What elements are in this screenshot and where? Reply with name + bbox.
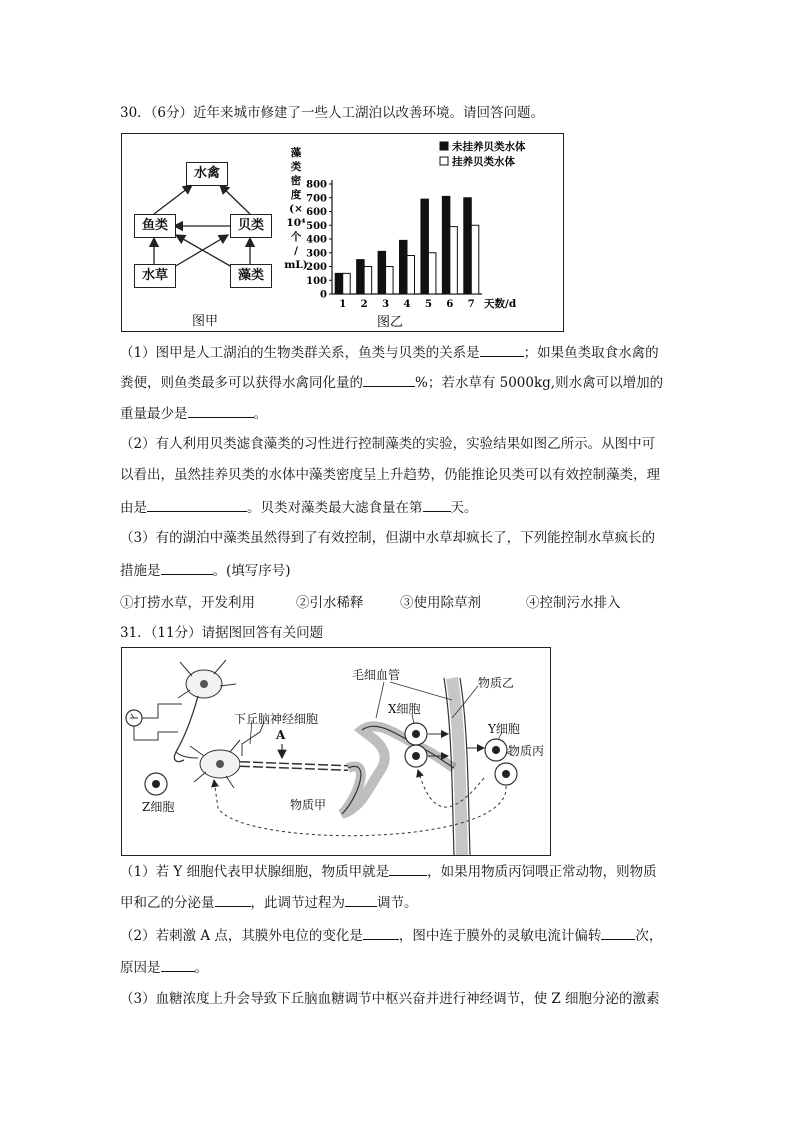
bar-no-shellfish — [442, 196, 450, 294]
answer-blank-10[interactable] — [363, 925, 399, 940]
q31-p1-text-c: 甲和乙的分泌量 — [120, 895, 215, 911]
answer-blank-9[interactable] — [345, 892, 377, 907]
y-tick-label: 300 — [306, 248, 327, 260]
q30-p3-text-b: 措施是 — [120, 563, 161, 579]
option-4: ④控制污水排入 — [526, 595, 621, 611]
bar-with-shellfish — [364, 267, 372, 295]
answer-blank-6[interactable] — [161, 560, 213, 575]
q30-p2-text-c: 由是 — [120, 500, 147, 516]
q30-p3-line1: （3）有的湖泊中藻类虽然得到了有效控制，但湖中水草却疯长了，下列能控制水草疯长的 — [120, 530, 656, 546]
answer-blank-1[interactable] — [480, 342, 524, 357]
bar-no-shellfish — [378, 251, 386, 294]
answer-blank-7[interactable] — [389, 861, 427, 876]
bar-with-shellfish — [343, 273, 351, 294]
q30-p2-text-d: 。贝类对藻类最大滤食量在第 — [247, 500, 423, 516]
q31-p1-text-d: ，此调节过程为 — [250, 895, 345, 911]
answer-blank-5[interactable] — [423, 497, 451, 512]
q31-header: 31．（11分）请据图回答有关问题 — [120, 625, 324, 641]
q30-p1-text-f: 。 — [253, 406, 267, 422]
q31-p3-line1: （3）血糖浓度上升会导致下丘脑血糖调节中枢兴奋并进行神经调节，使 Z 细胞分泌的激素 — [120, 991, 660, 1007]
answer-blank-8[interactable] — [215, 892, 251, 907]
q31-p1-line2 — [120, 892, 418, 913]
hypothalamic-neuron — [190, 722, 348, 788]
x-tick-label: 3 — [382, 299, 390, 310]
answer-blank-11[interactable] — [601, 925, 635, 940]
answer-blank-4[interactable] — [147, 497, 247, 512]
bar-with-shellfish — [450, 227, 458, 294]
q31-p1-line1 — [120, 861, 657, 882]
q30-p1-line3 — [120, 403, 267, 424]
q31-p2-text-e: 。 — [194, 960, 208, 976]
y-tick-label: 400 — [306, 234, 327, 246]
q31-p2-line2 — [120, 957, 208, 978]
node-grass: 水草 — [134, 264, 176, 288]
q31-p2-text-a: （2）若刺激 A 点，其膜外电位的变化是 — [120, 928, 363, 944]
y-tick-label: 0 — [320, 289, 327, 301]
option-2: ②引水稀释 — [296, 595, 364, 611]
bar-no-shellfish — [400, 240, 408, 294]
q31-p2-text-d: 原因是 — [120, 960, 161, 976]
node-waterfowl: 水禽 — [186, 162, 228, 186]
x-tick-label: 7 — [467, 299, 475, 310]
q30-p1-line2 — [120, 372, 663, 393]
node-algae: 藻类 — [230, 264, 272, 288]
label-substance-c: 物质丙 — [508, 744, 545, 758]
q30-header: 30．（6分）近年来城市修建了一些人工湖泊以改善环境。请回答问题。 — [120, 105, 545, 121]
label-substance-b: 物质乙 — [478, 676, 515, 690]
capillary-vessel — [342, 726, 454, 814]
bar-with-shellfish — [386, 267, 394, 295]
figure-a-caption: 图甲 — [192, 314, 219, 329]
y-tick-label: 100 — [306, 275, 327, 287]
answer-blank-3[interactable] — [188, 403, 254, 418]
algae-density-chart — [282, 134, 563, 331]
answer-blank-2[interactable] — [363, 372, 415, 387]
label-substance-a: 物质甲 — [290, 798, 327, 812]
legend-swatch — [440, 142, 448, 150]
q31-p2-text-c: 次， — [635, 928, 663, 944]
legend-swatch — [440, 157, 448, 165]
bar-no-shellfish — [335, 273, 343, 294]
answer-blank-12[interactable] — [161, 957, 195, 972]
q30-p3-line2 — [120, 560, 291, 581]
node-fish: 鱼类 — [134, 214, 176, 238]
y-tick-label: 500 — [306, 220, 327, 232]
q31-p1-text-a: （1）若 Y 细胞代表甲状腺细胞，物质甲就是 — [120, 864, 390, 880]
label-x-cell: X细胞 — [388, 702, 421, 716]
galvanometer[interactable] — [126, 704, 182, 740]
x-tick-label: 4 — [403, 299, 411, 310]
option-3: ③使用除草剂 — [400, 595, 481, 611]
q30-p2-text-e: 天。 — [450, 500, 478, 516]
figure-b-caption: 图乙 — [376, 315, 404, 330]
figure-31 — [121, 647, 551, 856]
y-tick-label: 600 — [306, 207, 327, 218]
label-hypothalamus: 下丘脑神经细胞 — [234, 712, 319, 726]
node-shellfish: 贝类 — [230, 214, 272, 238]
q31-p2-line1 — [120, 925, 662, 946]
upper-neuron — [174, 660, 236, 762]
q31-p1-text-e: 调节。 — [377, 895, 418, 911]
label-capillary: 毛细血管 — [352, 668, 401, 682]
q30-p1-text-c: 粪便，则鱼类最多可以获得水禽同化量的 — [120, 375, 363, 391]
x-tick-label: 1 — [339, 299, 347, 310]
q30-p2-line2: 以看出，虽然挂养贝类的水体中藻类密度呈上升趋势，仍能推论贝类可以有效控制藻类，理 — [120, 467, 660, 483]
y-tick-label: 800 — [306, 179, 327, 191]
bar-with-shellfish — [407, 256, 415, 295]
q30-p3-text-c: 。(填写序号) — [212, 563, 291, 579]
figure-30 — [121, 133, 564, 332]
option-1: ①打捞水草，开发利用 — [120, 595, 255, 611]
x-tick-label: 6 — [446, 299, 454, 310]
y-tick-label: 700 — [306, 193, 327, 205]
q31-p1-text-b: ，如果用物质丙饲喂正常动物，则物质 — [427, 864, 657, 880]
q31-p2-text-b: ，图中连于膜外的灵敏电流计偏转 — [398, 928, 602, 944]
q30-p1-text-d: %；若水草有 5000kg,则水禽可以增加的 — [415, 375, 664, 391]
q30-p2-line1: （2）有人利用贝类滤食藻类的习性进行控制藻类的实验，实验结果如图乙所示。从图中可 — [120, 436, 656, 452]
bar-no-shellfish — [464, 198, 472, 294]
z-cell — [145, 773, 167, 795]
bar-with-shellfish — [428, 253, 436, 294]
legend-label: 未挂养贝类水体 — [452, 141, 526, 153]
y-axis-label: 藻类密度(× 10⁴ 个/ mL) — [284, 147, 308, 271]
q30-p1-line1 — [120, 342, 659, 363]
y-tick-label: 200 — [306, 262, 327, 273]
bar-no-shellfish — [357, 260, 365, 294]
label-y-cell: Y细胞 — [488, 722, 520, 736]
q30-p2-line3 — [120, 497, 478, 518]
legend-label: 挂养贝类水体 — [452, 156, 515, 168]
bar-with-shellfish — [471, 225, 479, 294]
label-point-a[interactable]: A — [276, 728, 286, 742]
bar-no-shellfish — [421, 199, 429, 294]
q30-p1-text-a: （1）图甲是人工湖泊的生物类群关系，鱼类与贝类的关系是 — [120, 345, 480, 361]
x-tick-label: 5 — [424, 299, 432, 310]
x-axis-label: 天数/d — [484, 298, 517, 310]
x-tick-label: 2 — [360, 299, 368, 310]
label-z-cell: Z细胞 — [142, 800, 175, 814]
q30-p1-text-e: 重量最少是 — [120, 406, 188, 422]
q30-p1-text-b: ；如果鱼类取食水禽的 — [523, 345, 659, 361]
